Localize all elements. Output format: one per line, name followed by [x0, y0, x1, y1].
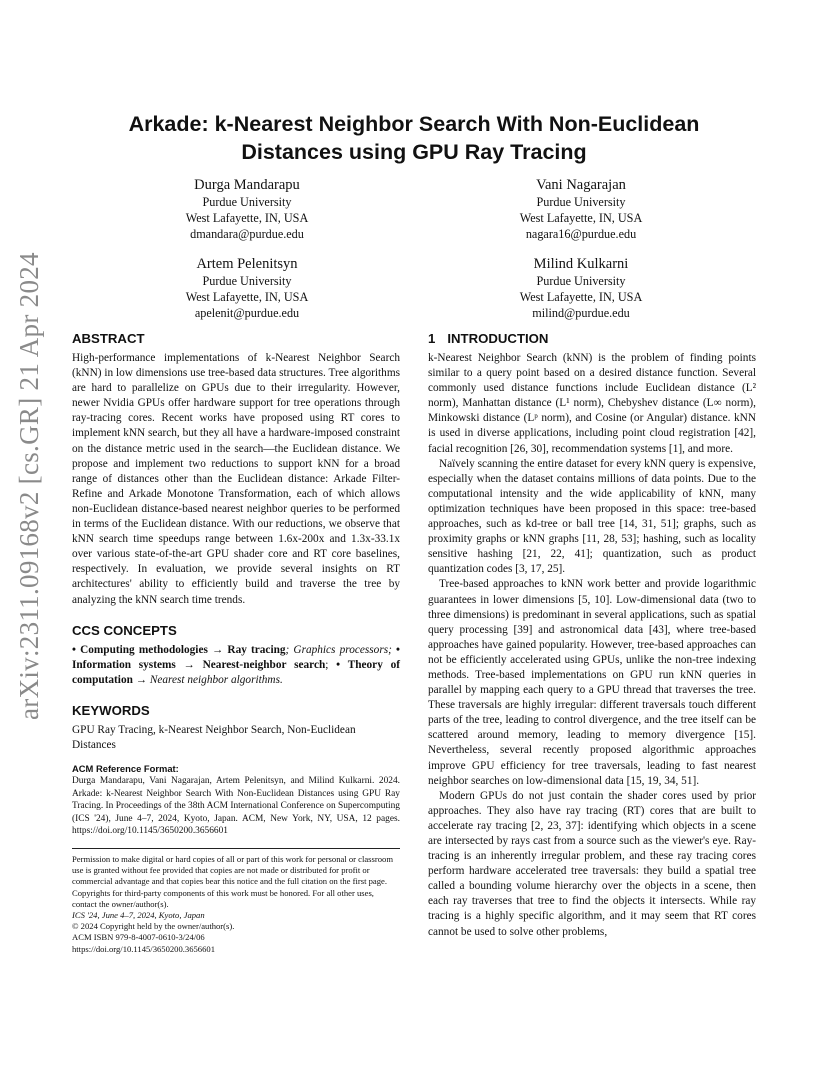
ccs-item-2: • Information systems → Nearest-neighbor search — [72, 643, 400, 671]
intro-paragraph-2: Naïvely scanning the entire dataset for every kNN query is expensive, especially when the dataset contains millions of data points. Due to the computational intensity and the wide applicability of kNN, many optimization techniques have been proposed in this space: tree-based approaches, such as kd-tree or ball tree [14, 31, 51]; graphs, such as proximity graphs or kNN graphs [11, 28, 53]; hashing, such as locality sensitive hashing [21, 22, 41]; quantization, such as product quantization codes [3, 17, 25]. — [428, 457, 756, 576]
section-title: INTRODUCTION — [447, 331, 549, 346]
intro-heading — [428, 330, 756, 348]
author-block-4 — [441, 255, 721, 321]
left-column — [72, 330, 400, 955]
author-block-1 — [107, 176, 387, 242]
ccs-item-2-rest: ; — [325, 658, 337, 671]
author-location: West Lafayette, IN, USA — [185, 290, 309, 304]
author-name: Milind Kulkarni — [533, 256, 629, 272]
author-affiliation: Purdue University — [202, 274, 292, 288]
doi-link[interactable]: https://doi.org/10.1145/3650200.3656601 — [72, 943, 215, 954]
author-location: West Lafayette, IN, USA — [519, 211, 643, 225]
author-block-3 — [107, 255, 387, 321]
title-line-2: Distances using GPU Ray Tracing — [241, 140, 587, 164]
author-affiliation: Purdue University — [536, 274, 626, 288]
right-column — [428, 330, 756, 940]
ccs-item-3-rest: → Nearest neighbor algorithms. — [132, 673, 283, 686]
ccs-concepts — [72, 643, 400, 688]
keywords-heading: KEYWORDS — [72, 702, 150, 718]
acm-reference-text: Durga Mandarapu, Vani Nagarajan, Artem Pelenitsyn, and Milind Kulkarni. 2024. Arkade: k-Nearest Neighbor Search With Non-Euclidean Distances using GPU Ray Tracing. In Proceedings of the 38th ACM International Conference on Supercomputing (ICS '24), June 4–7, 2024, Kyoto, Japan. ACM, New York, NY, USA, 12 pages. https://doi.org/10.1145/3650200.3656601 — [72, 776, 400, 837]
ccs-item-1-rest: ; Graphics processors; — [285, 643, 392, 656]
acm-reference-label: ACM Reference Format: — [72, 763, 179, 775]
author-email: dmandara@purdue.edu — [190, 227, 304, 241]
arxiv-identifier: arXiv:2311.09168v2 [cs.GR] 21 Apr 2024 — [14, 252, 44, 720]
ccs-heading: CCS CONCEPTS — [72, 622, 177, 638]
author-name: Artem Pelenitsyn — [196, 256, 298, 272]
abstract-heading: ABSTRACT — [72, 331, 145, 346]
author-email: milind@purdue.edu — [532, 306, 630, 320]
paper-title — [72, 110, 756, 166]
author-name: Vani Nagarajan — [536, 177, 626, 193]
author-affiliation: Purdue University — [202, 195, 292, 209]
permission-text: Permission to make digital or hard copies of all or part of this work for personal or classroom use is granted without fee provided that copies are not made or distributed for profit or commercial advantage and that copies bear this notice and the full citation on the first page. Copyrights for third-party components of this work must be honored. For all other uses, contact the owner/author(s). — [72, 854, 393, 909]
title-line-1: Arkade: k-Nearest Neighbor Search With Non-Euclidean — [128, 112, 700, 136]
footnote-rule — [72, 848, 400, 849]
copyright: © 2024 Copyright held by the owner/author(s). — [72, 921, 235, 932]
keywords-text: GPU Ray Tracing, k-Nearest Neighbor Search, Non-Euclidean Distances — [72, 723, 356, 751]
ccs-item-3: • Theory of computation — [72, 658, 401, 686]
author-location: West Lafayette, IN, USA — [519, 290, 643, 304]
intro-paragraph-1: k-Nearest Neighbor Search (kNN) is the problem of finding points similar to a query point based on a desired distance function. Several commonly used distance functions include Euclidean distance (L² norm), Manhattan distance (L¹ norm), Chebyshev distance (L∞ norm), Minkowski distance (Lᵖ norm), and Cosine (or Angular) distance. kNN is used in diverse applications, including point cloud registration [42], facial recognition [26, 30], recommendation systems [1], and more. — [428, 352, 756, 455]
abstract-text: High-performance implementations of k-Nearest Neighbor Search (kNN) in low dimensions use tree-based data structures. Tree algorithms are hard to parallelize on GPUs due to their irregularity. However, newer Nvidia GPUs offer hardware support for tree operations through ray-tracing cores. Recent works have proposed using RT cores to implement kNN search, but they all have a hardware-imposed constraint on the distance metric used in the search—the Euclidean distance. We propose and implement two reductions to support kNN for a broad range of distances other than the Euclidean distance: Arkade Filter-Refine and Arkade Monotone Transformation, each of which allows non-Euclidean distance-based nearest neighbor queries to be performed in terms of the Euclidean distance. With our reductions, we observe that kNN search time speedups range between 1.6x-200x and 1.3x-33.1x over various state-of-the-art GPU shader core and RT core baselines, respectively. In evaluation, we provide several insights on RT architectures' ability to efficiently build and traverse the tree by analyzing the kNN search time trends. — [72, 352, 400, 606]
author-location: West Lafayette, IN, USA — [185, 211, 309, 225]
author-name: Durga Mandarapu — [194, 177, 300, 193]
permission-notice — [72, 854, 400, 955]
author-affiliation: Purdue University — [536, 195, 626, 209]
section-number: 1 — [428, 331, 436, 346]
author-email: nagara16@purdue.edu — [525, 227, 637, 241]
isbn: ACM ISBN 979-8-4007-0610-3/24/06 — [72, 932, 205, 943]
ccs-item-1: • Computing methodologies → Ray tracing — [72, 643, 286, 656]
intro-paragraph-4: Modern GPUs do not just contain the shader cores used by prior approaches. They also have ray tracing (RT) cores that are built to accelerate ray tracing [2, 23, 37]: identifying which objects in a scene are intersected by rays cast from a source such as the viewer's eye. Ray-tracing is an inherently irregular problem, and these ray tracing cores perform hardware accelerated tree traversals: they build a spatial tree called a bounding volume hierarchy over the objects in a scene, then each ray traverses that tree to find the objects it intersects. While ray tracing is a highly specific algorithm, and it may seem that RT cores cannot be used to solve other problems, — [428, 789, 756, 938]
intro-paragraph-3: Tree-based approaches to kNN work better and provide logarithmic guarantees in lower dimensions [5, 10]. Low-dimensional data (two to three dimensions) is predominant in several applications, such as spatial query processing [39] and astronomical data [43], where tree-based approaches have gained popularity. However, tree-based approaches can not be efficiently accelerated using GPUs, unlike the non-tree indexing methods. Tree-based implementations on GPU run kNN queries in parallel by mapping each query to a GPU thread that traverses the tree. These traversals are highly irregular: different traversals touch different parts of the tree, leading to control divergence, and the tree itself can be scattered around memory, leading to memory divergence [15]. Nevertheless, several recently proposed algorithmic approaches improve GPU efficiency for tree traversals, leading to fast nearest neighbor searches on low-dimensional data [15, 19, 34, 51]. — [428, 578, 756, 787]
author-block-2 — [441, 176, 721, 242]
venue: ICS '24, June 4–7, 2024, Kyoto, Japan — [72, 910, 205, 921]
author-email: apelenit@purdue.edu — [194, 306, 300, 320]
